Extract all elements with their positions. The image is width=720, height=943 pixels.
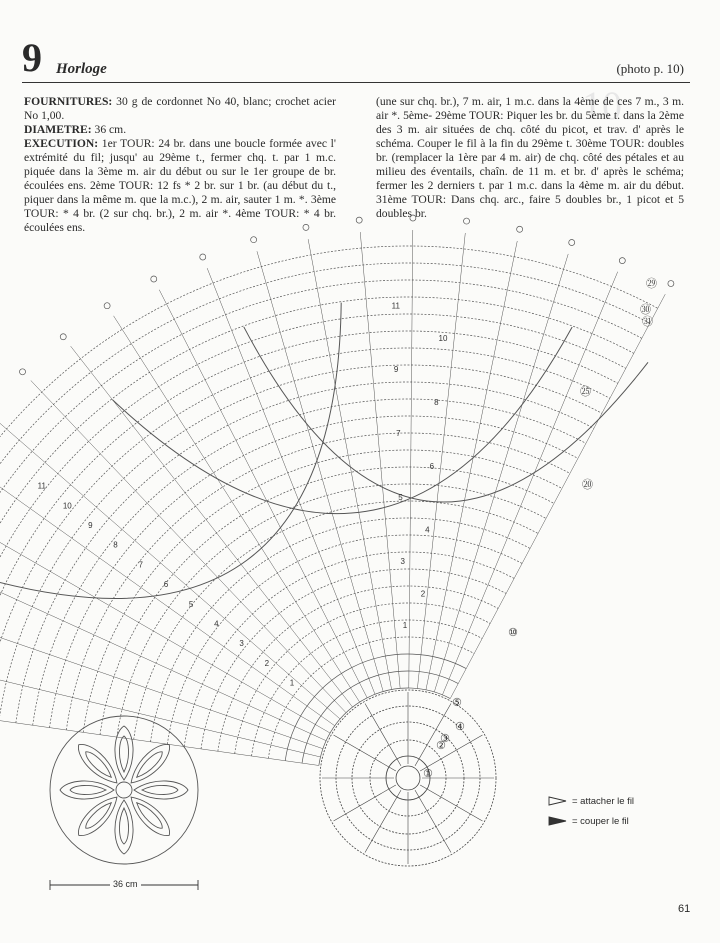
- round-number: 9: [88, 521, 93, 531]
- stitch-spoke: [0, 702, 319, 766]
- picot: [410, 215, 416, 221]
- chain-round-arc: [0, 280, 642, 709]
- stitch-spoke: [159, 290, 367, 698]
- center-round: [396, 766, 420, 790]
- round-number: 1: [289, 678, 295, 688]
- stitch-spoke: [207, 268, 375, 694]
- execution-continued-text: (une sur chq. br.), 7 m. air, 1 m.c. dans la 4ème de ces 7 m., 3 m. air *. 5ème- 29ème TOUR: Piquer les br. du 5ème t. dans la 2ème des 3 m. air situées de chq. côté du picot, et trav. d' après le schéma. Couper le fil à la fin du 29ème t. 30ème TOUR: doubles br. (remplacer la 1ère par 4 m. air) de chq. côté des pétales et au milieu des éventails, chaîn. de 11 m. et br. d' après le schéma; fermer les 2 derniers t. par 1 m.c. dans la 4ème m. air du début. 31ème TOUR: Dans chq. arc., faire 5 doubles br., 1 picot et 5 doubles br.: [376, 95, 684, 220]
- round-number: 11: [37, 481, 46, 491]
- round-number: 4: [214, 619, 219, 629]
- chain-round-arc: [0, 246, 658, 704]
- cut-thread-icon: [549, 817, 566, 825]
- round-number: 9: [393, 365, 399, 375]
- chain-round-arc: [0, 297, 634, 711]
- chain-round-arc: [302, 671, 458, 763]
- round-number: 10: [438, 334, 448, 344]
- circled-round-number: ⑩: [508, 626, 518, 639]
- picot: [303, 224, 309, 230]
- circled-round-number: ㉚: [640, 303, 651, 316]
- chain-round-arc: [151, 518, 531, 742]
- photo-reference: (photo p. 10): [616, 61, 684, 76]
- picot: [200, 254, 206, 260]
- chain-round-arc: [50, 416, 578, 728]
- attach-thread-icon: [549, 797, 566, 805]
- chain-round-arc: [0, 348, 610, 718]
- picot: [668, 281, 674, 287]
- chain-round-arc: [0, 331, 618, 716]
- execution-label: EXECUTION:: [24, 137, 99, 150]
- legend-symbols: [549, 797, 566, 825]
- round-number: 11: [391, 301, 400, 311]
- schematic-petal: [72, 738, 123, 789]
- petal-outline: [244, 327, 648, 502]
- circled-round-number: ㉛: [642, 315, 653, 328]
- circled-round-number: ㉕: [580, 385, 591, 398]
- diametre-text: 36 cm.: [91, 123, 127, 136]
- round-number: 8: [113, 540, 118, 550]
- chain-round-arc: [167, 535, 522, 744]
- stitch-spoke: [417, 233, 465, 688]
- schematic-petal: [115, 726, 133, 780]
- chain-round-arc: [83, 450, 562, 732]
- round-number: 5: [188, 599, 194, 609]
- chain-round-arc: [16, 382, 594, 723]
- fan-grid: [0, 215, 674, 765]
- circled-round-number: ㉙: [646, 277, 657, 290]
- dimension-label: 36 cm: [110, 879, 141, 889]
- center-motif: [320, 690, 496, 866]
- round-number: 7: [138, 560, 143, 570]
- round-number: 2: [264, 658, 270, 668]
- chain-round-arc: [33, 399, 586, 725]
- round-markers: [420, 277, 657, 780]
- round-number: 5: [398, 493, 403, 503]
- page-number: 61: [678, 903, 691, 915]
- schematic-petal: [115, 800, 133, 854]
- round-number: 6: [163, 580, 169, 590]
- schematic-center-circle: [116, 782, 132, 798]
- pattern-title: Horloge: [56, 61, 107, 77]
- diametre-label: DIAMETRE:: [24, 123, 92, 136]
- picot: [464, 218, 470, 224]
- round-number: 7: [396, 429, 401, 439]
- schematic-petal: [125, 791, 176, 842]
- round-number: 10: [62, 501, 72, 511]
- round-number: 8: [434, 397, 439, 407]
- stitch-spoke: [409, 230, 413, 688]
- circled-round-number: ②: [436, 739, 446, 752]
- circled-round-number: ①: [423, 767, 433, 780]
- picot: [20, 369, 26, 375]
- circled-round-number: ⑳: [582, 478, 593, 491]
- schematic-petal: [125, 738, 176, 789]
- circled-round-number: ④: [455, 720, 465, 733]
- facing-page-bleed: 10: [582, 83, 622, 128]
- chain-round-arc: [184, 552, 514, 747]
- circled-round-number: ⑤: [452, 696, 462, 709]
- picot: [151, 276, 157, 282]
- picot: [619, 258, 625, 264]
- round-number: 2: [420, 589, 426, 599]
- round-number: 1: [402, 621, 408, 631]
- chain-round-arc: [117, 484, 546, 737]
- stitch-spoke: [0, 650, 320, 757]
- schematic-petal: [60, 781, 114, 799]
- schematic-petal: [72, 791, 123, 842]
- round-number: 3: [239, 639, 244, 649]
- picot: [517, 226, 523, 232]
- round-number: 4: [425, 525, 430, 535]
- stitch-spoke: [257, 251, 383, 691]
- petal-outline: [112, 327, 572, 514]
- stitch-spoke: [0, 504, 330, 733]
- picot: [104, 303, 110, 309]
- chain-round-arc: [0, 314, 626, 713]
- round-number: 3: [400, 557, 405, 567]
- schematic-petal: [134, 781, 188, 799]
- picot: [356, 217, 362, 223]
- picot: [60, 334, 66, 340]
- chain-round-arc: [66, 433, 570, 730]
- picot: [569, 239, 575, 245]
- legend-attach: = attacher le fil: [572, 796, 635, 807]
- pattern-number: 9: [22, 35, 42, 80]
- legend-cut: = couper le fil: [572, 816, 629, 827]
- chain-round-arc: [235, 603, 490, 754]
- picot: [251, 237, 257, 243]
- execution-text: 1er TOUR: 24 br. dans une boucle formée avec l' extrémité du fil; jusqu' au 29ème t., fermer chq. t. par 1 m.c. piquée dans la 3ème m. air du début ou sur le 1er groupe de br. écoulées ens. 2ème TOUR: 12 fs * 2 br. sur 1 br. (au début du t., piquer dans la même m. que la m.c.), 2 m. air, sauter 1 m. *. 3ème TOUR: * 4 br. (2 sur chq. br.), 2 m. air *. 4ème TOUR: * 4 br. écoulées ens.: [24, 137, 336, 234]
- circled-round-number: ③: [440, 732, 450, 745]
- stitch-spoke: [31, 380, 346, 712]
- fournitures-text: 30 g de cordonnet No 40, blanc; crochet acier No 1,00.: [24, 95, 336, 122]
- fournitures-label: FOURNITURES:: [24, 95, 113, 108]
- stitch-spoke: [308, 239, 391, 689]
- round-number: 6: [429, 461, 435, 471]
